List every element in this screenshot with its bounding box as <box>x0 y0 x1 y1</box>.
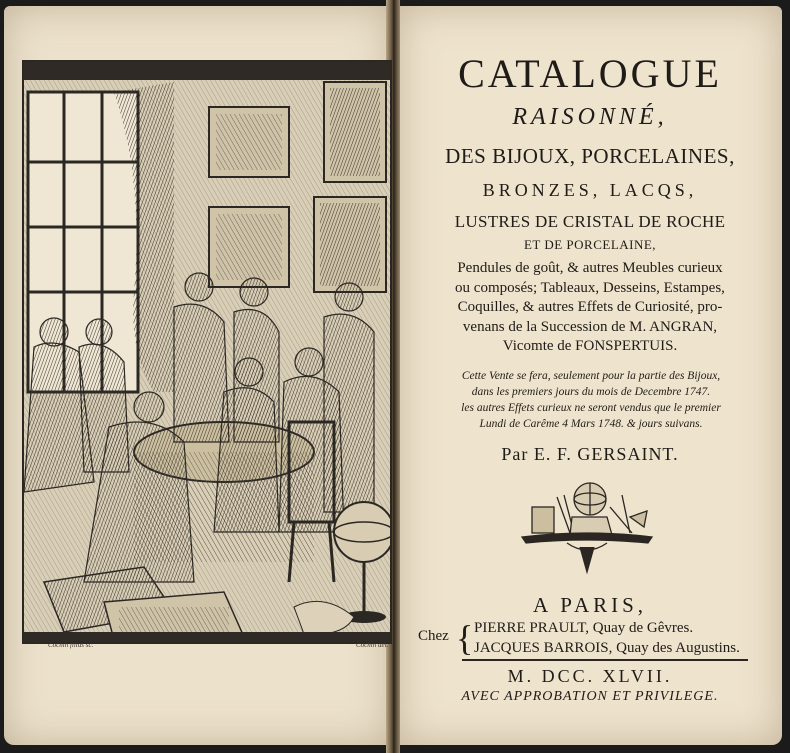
description-line: Vicomte de FONSPERTUIS. <box>502 338 678 354</box>
globe <box>334 502 390 562</box>
publisher-prault: PIERRE PRAULT, Quay de Gêvres. <box>474 620 694 636</box>
horizontal-rule <box>462 659 748 661</box>
title-line-bijoux: DES BIJOUX, PORCELAINES, <box>445 144 735 168</box>
sale-note <box>405 368 777 432</box>
city-line: A PARIS, <box>532 593 648 617</box>
note-line: dans les premiers jours du mois de Decembre 1747. <box>471 386 711 398</box>
engraver-credit: Cochin filius sc. <box>48 641 94 649</box>
title-line-lustres: LUSTRES DE CRISTAL DE ROCHE <box>454 212 726 231</box>
description-line: Pendules de goût, & autres Meubles curieux <box>457 260 723 276</box>
note-line: les autres Effets curieux ne seront vendus que le premier <box>461 402 721 414</box>
description-line: venans de la Succession de M. ANGRAN, <box>462 318 718 335</box>
publisher-barrois: JACQUES BARROIS, Quay des Augustins. <box>474 640 740 656</box>
title-line-porcelaine: ET DE PORCELAINE, <box>523 237 657 252</box>
catalogue-subtitle: RAISONNÉ, <box>512 104 668 130</box>
description-text <box>420 259 760 357</box>
chez-label: Chez <box>418 628 449 644</box>
description-line: ou composés; Tableaux, Desseins, Estampes, <box>455 279 725 296</box>
engraving-illustration <box>24 62 390 642</box>
brace-glyph: { <box>456 618 474 658</box>
note-line: Cette Vente se fera, seulement pour la partie des Bijoux, <box>461 370 721 382</box>
catalogue-title: CATALOGUE <box>458 51 722 96</box>
description-line: Coquilles, & autres Effets de Curiosité, pro- <box>457 299 723 315</box>
title-line-bronzes: BRONZES, LACQS, <box>482 180 698 200</box>
printers-vignette <box>512 477 662 577</box>
note-line: Lundi de Carême 4 Mars 1748. & jours suivans. <box>479 418 703 430</box>
designer-credit: Cochin del. <box>356 641 389 649</box>
author-line: Par E. F. GERSAINT. <box>501 444 679 464</box>
frontispiece-engraving <box>22 60 392 644</box>
privilege-line: AVEC APPROBATION ET PRIVILEGE. <box>461 689 719 704</box>
publication-date: M. DCC. XLVII. <box>507 666 673 686</box>
